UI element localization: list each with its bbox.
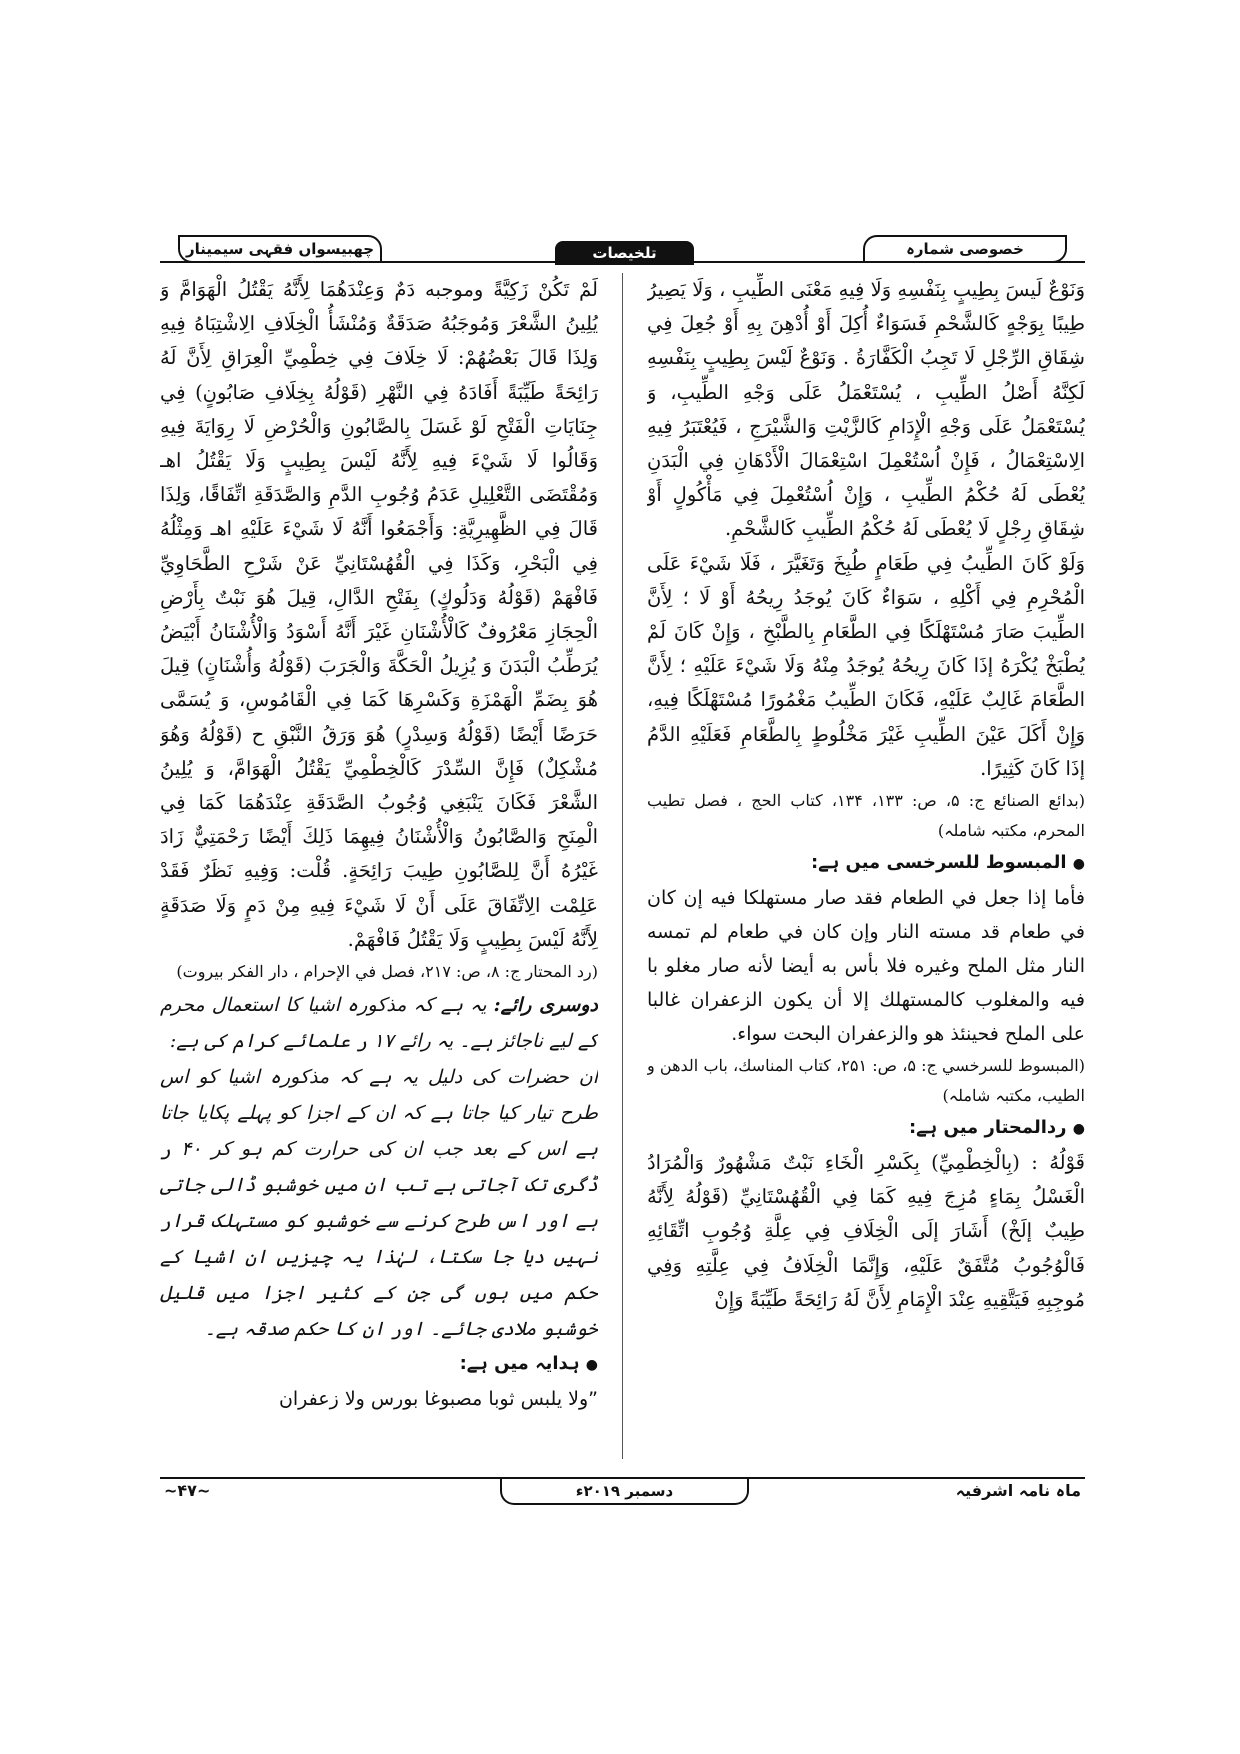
paragraph: قَوْلُهُ : (بِالْخِطْمِيِّ) بِكَسْرِ الْخَاءِ نَبْتٌ مَشْهُورٌ وَالْمُرَادُ الْغَسْلُ بِمَاءٍ مُزِجَ فِيهِ كَمَا فِي الْقُهُسْتَانِيِّ (قَوْلُهُ لِأَنَّهُ طِيبٌ إلَخْ) أَشَارَ إلَى الْخِلَافِ فِي عِلَّةِ وُجُوبِ اتِّقَائِهِ فَالْوُجُوبُ مُتَّفَقٌ عَلَيْهِ، وَإِنَّمَا الْخِلَافُ فِي عِلَّتِهِ وَفِي مُوجِبِهِ فَيَتَّقِيهِ عِنْدَ الْإِمَامِ لِأَنَّ لَهُ رَائِحَةً طَيِّبَةً وَإِنْ	[647, 1151, 1085, 1311]
opinion-heading-text: یہ ہے کہ مذکورہ اشیا کا استعمال محرم کے لیے ناجائز ہے۔ یہ رائے ۱۷ ر علمائے کرام کی ہے:	[160, 994, 598, 1053]
paragraph: فأما إذا جعل في الطعام فقد صار مستهلكا فيه إن كان في طعام قد مسته النار وإن كان في طعام لم تمسه النار مثل الملح وغيره فلا بأس به أيضا لأنه صار مغلو با فيه والمغلوب كالمستهلك إلا أن يكون الزعفران غالبا على الملح فحينئذ هو والزعفران البحت سواء.	[647, 887, 1085, 1046]
section-heading-text: ہدایہ میں ہے:	[459, 1353, 580, 1375]
paragraph: وَنَوْعٌ لَيسَ بِطِيبٍ بِنَفْسِهِ وَلَا فِيهِ مَعْنَى الطِّيبِ ، وَلَا يَصِيرُ طِيبًا بِوَجْهٍ كَالشَّحْمِ فَسَوَاءٌ أُكِلَ أَوْ أُدْهِنَ بِهِ أَوْ جُعِلَ فِي شِقَاقِ الرِّجْلِ لَا تَجِبُ الْكَفَّارَةُ . وَنَوْعٌ لَيْسَ بِطِيبٍ بِنَفْسِهِ لَكِنَّهُ أَصْلُ الطِّيبِ ، يُسْتَعْمَلُ عَلَى وَجْهِ الطِّيبِ، وَ يُسْتَعْمَلُ عَلَى وَجْهِ الْإِدَامِ كَالزَّيْتِ وَالشَّيْرَجِ ، فَيُعْتَبَرُ فِيهِ الِاسْتِعْمَالُ ، فَإِنْ اُسْتُعْمِلَ اسْتِعْمَالَ الْأَدْهَانِ فِي الْبَدَنِ يُعْطَى لَهُ حُكْمُ الطِّيبِ ، وَإِنْ اُسْتُعْمِلَ فِي مَأْكُولٍ أَوْ شِقَاقِ رِجْلٍ لَا يُعْطَى لَهُ حُكْمُ الطِّيبِ كَالشَّحْمِ.	[647, 278, 1085, 541]
section-heading	[647, 1111, 1085, 1146]
bullet-icon: ●	[585, 1357, 598, 1374]
page-footer	[160, 1467, 1085, 1517]
section-title-tab: تلخیصات	[555, 241, 694, 265]
bullet-icon: ●	[1072, 856, 1085, 873]
issue-title-tab: خصوصی شمارہ	[863, 235, 1067, 263]
paragraph: لَمْ تَكُنْ زَكِيَّةً وموجبه دَمٌ وَعِنْدَهُمَا لِأَنَّهُ يَقْتُلُ الْهَوَامَّ وَ يُلِينُ الشَّعْرَ وَمُوجَبُهُ صَدَقَةٌ وَمُنْشَأُ الْخِلَافِ الِاشْتِبَاهُ فِيهِ وَلِذَا قَالَ بَعْضُهُمْ: لَا خِلَافَ فِي خِطْمِيِّ الْعِرَاقِ لِأَنَّ لَهُ رَائِحَةً طَيِّبَةً أَفَادَهُ فِي النَّهْرِ (قَوْلُهُ بِخِلَافِ صَابُونٍ) فِي جِنَايَاتِ الْفَتْحِ لَوْ غَسَلَ بِالصَّابُونِ وَالْحُرْضِ لَا رِوَايَةَ فِيهِ وَقَالُوا لَا شَيْءَ فِيهِ لِأَنَّهُ لَيْسَ بِطِيبٍ وَلَا يَقْتُلُ اهـ وَمُقْتَضَى التَّعْلِيلِ عَدَمُ وُجُوبِ الدَّمِ وَالصَّدَقَةِ اتِّفَاقًا، وَلِذَا قَالَ فِي الظَّهِيرِيَّةِ: وَأَجْمَعُوا أَنَّهُ لَا شَيْءَ عَلَيْهِ اهـ وَمِثْلُهُ فِي الْبَحْرِ، وَكَذَا فِي الْقُهُسْتَانِيِّ عَنْ شَرْحِ الطَّحَاوِيِّ فَافْهَمْ (قَوْلُهُ وَدَلُوكٍ) بِفَتْحِ الدَّالِ، قِيلَ هُوَ نَبْتٌ بِأَرْضِ الْحِجَازِ مَعْرُوفٌ كَالْأُشْنَانِ غَيْرَ أَنَّهُ أَسْوَدُ وَالْأُشْنَانُ أَبْيَضُ يُرَطِّبُ الْبَدَنَ وَ يُزِيلُ الْحَكَّةَ وَالْجَرَبَ (قَوْلُهُ وَأُشْنَانٍ) قِيلَ هُوَ بِضَمِّ الْهَمْزَةِ وَكَسْرِهَا كَمَا فِي الْقَامُوسِ، وَ يُسَمَّى حَرَضًا أَيْضًا (قَوْلُهُ وَسِدْرٍ) هُوَ وَرَقُ النَّبْقِ ح (قَوْلُهُ وَهُوَ مُشْكِلٌ) فَإِنَّ السِّدْرَ كَالْخِطْمِيِّ يَقْتُلُ الْهَوَامَّ، وَ يُلِينُ الشَّعْرَ فَكَانَ يَنْبَغِي وُجُوبُ الصَّدَقَةِ عِنْدَهُمَا كَمَا فِي الْمِنَحِ وَالصَّابُونُ وَالْأُشْنَانُ فِيهِمَا ذَلِكَ أَيْضًا رَحْمَتِيٌّ زَادَ غَيْرُهُ أَنَّ لِلصَّابُونِ طِيبَ رَائِحَةٍ. قُلْت: وَفِيهِ نَظَرٌ فَقَدْ عَلِمْت الِاتِّفَاقَ عَلَى أَنْ لَا شَيْءَ فِيهِ مِنْ دَمٍ وَلَا صَدَقَةٍ لِأَنَّهُ لَيْسَ بِطِيبٍ وَلَا يَقْتُلُ فَافْهَمْ.	[160, 278, 598, 951]
reference-citation: (رد المحتار ج: ۸، ص: ۲۱۷، فصل في الإحرام ، دار الفکر بیروت)	[176, 962, 598, 982]
reference-citation: (بدائع الصنائع ج: ۵، ص: ۱۳۳، ۱۳۴، کتاب الحج ، فصل تطیب المحرم، مکتبہ شاملہ)	[647, 791, 1085, 841]
right-column	[647, 273, 1085, 1459]
opinion-heading-label: دوسری رائے:	[493, 994, 598, 1017]
section-heading	[647, 846, 1085, 881]
page-number: ~۴۷~	[164, 1481, 211, 1500]
section-heading-text: ردالمحتار میں ہے:	[908, 1117, 1067, 1139]
opinion-heading	[160, 987, 598, 1059]
left-column	[160, 273, 598, 1459]
paragraph: ان حضرات کی دلیل یہ ہے کہ مذکورہ اشیا کو اس طرح تیار کیا جاتا ہے کہ ان کے اجزا کو پہلے پکایا جاتا ہے اس کے بعد جب ان کی حرارت کم ہو کر ۴۰ ر ڈگری تک آجاتی ہے تب ان میں خوشبو ڈالی جاتی ہے اور اس طرح کرنے سے خوشبو کو مستہلک قرار نہیں دیا جا سکتا، لہٰذا یہ چیزیں ان اشیا کے حکم میں ہوں گی جن کے کثیر اجزا میں قلیل خوشبو ملادی جائے۔ اور ان کا حکم صدقہ ہے۔	[160, 1066, 598, 1341]
seminar-title-tab: چھبیسواں فقہی سیمینار	[178, 235, 382, 263]
section-heading	[160, 1347, 598, 1382]
magazine-name: ماہ نامہ اشرفیہ	[955, 1481, 1081, 1500]
reference-citation: (المبسوط للسرخسي ج: ۵، ص: ۲۵۱، کتاب المناسك، باب الدهن و الطيب، مکتبہ شاملہ)	[647, 1056, 1085, 1106]
paragraph: وَلَوْ كَانَ الطِّيبُ فِي طَعَامٍ طُبِخَ وَتَغَيَّرَ ، فَلَا شَيْءَ عَلَى الْمُحْرِمِ فِي أَكْلِهِ ، سَوَاءٌ كَانَ يُوجَدُ رِيحُهُ أَوْ لَا ؛ لِأَنَّ الطِّيبَ صَارَ مُسْتَهْلَكًا فِي الطَّعَامِ بِالطَّبْخِ ، وَإِنْ كَانَ لَمْ يُطْبَخْ يُكْرَهُ إذَا كَانَ رِيحُهُ يُوجَدُ مِنْهُ وَلَا شَيْءَ عَلَيْهِ ؛ لِأَنَّ الطَّعَامَ غَالِبٌ عَلَيْهِ، فَكَانَ الطِّيبُ مَغْمُورًا مُسْتَهْلَكًا فِيهِ، وَإِنْ أَكَلَ عَيْنَ الطِّيبِ غَيْرَ مَخْلُوطٍ بِالطَّعَامِ فَعَلَيْهِ الدَّمُ إذَا كَانَ كَثِيرًا.	[647, 551, 1085, 780]
column-divider	[622, 273, 623, 1459]
paragraph: ”ولا يلبس ثوبا مصبوغا بورس ولا زعفران	[278, 1388, 598, 1411]
issue-date-tab: دسمبر ۲۰۱۹ء	[500, 1479, 749, 1505]
bullet-icon: ●	[1072, 1121, 1085, 1138]
section-heading-text: المبسوط للسرخسی میں ہے:	[810, 852, 1067, 874]
magazine-page	[160, 233, 1085, 1527]
page-header	[160, 233, 1085, 273]
